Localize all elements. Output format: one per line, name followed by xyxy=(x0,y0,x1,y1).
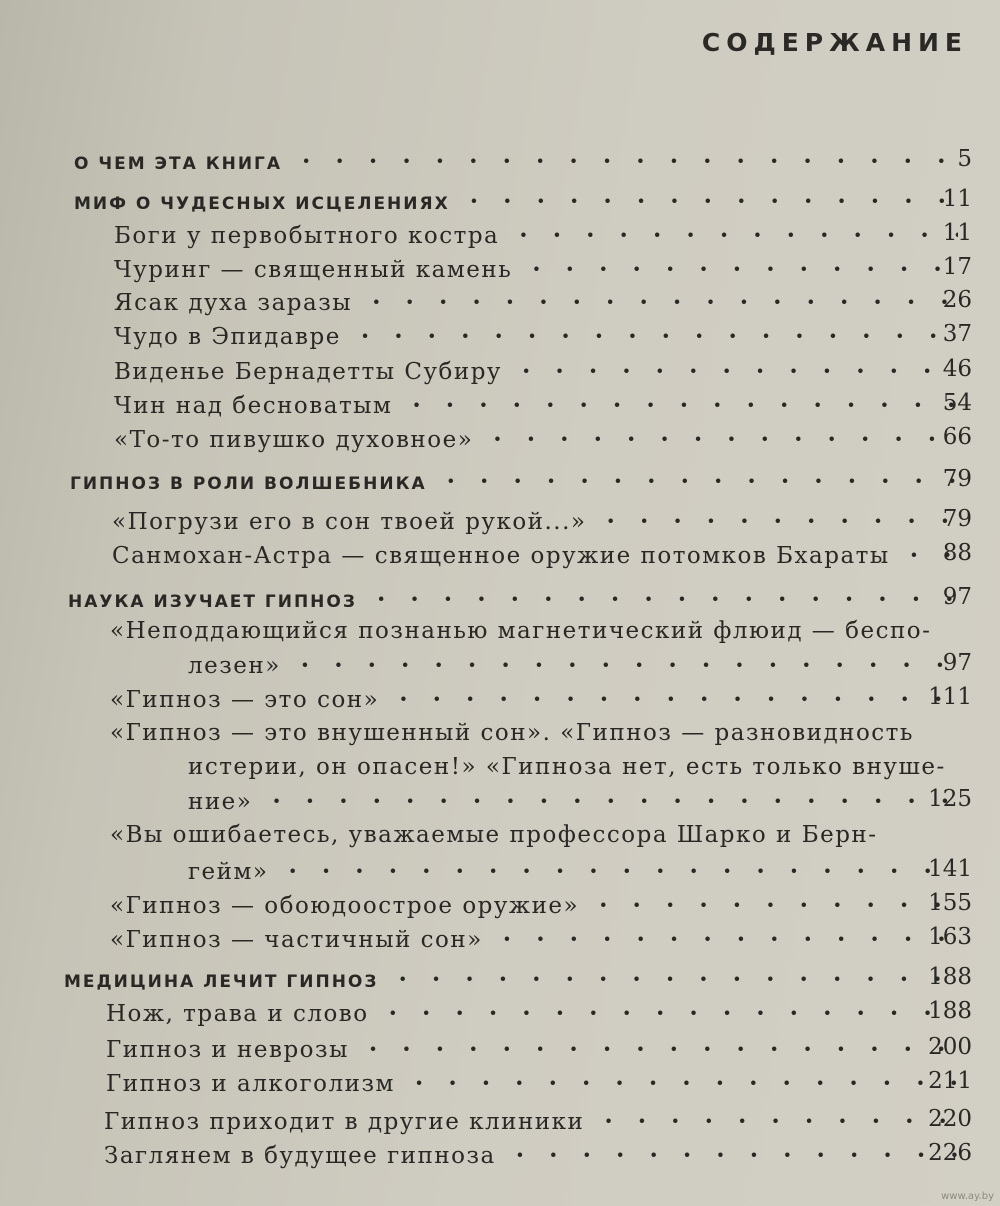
page-number: 11 xyxy=(942,220,972,246)
entry-title: Чудо в Эпидавре xyxy=(114,324,341,350)
leader-dots xyxy=(302,146,958,175)
toc-entry xyxy=(112,540,972,572)
leader-dots xyxy=(470,186,958,215)
entry-title: «Гипноз — частичный сон» xyxy=(110,927,483,953)
leader-dots xyxy=(361,321,958,350)
page-number: 163 xyxy=(928,924,972,950)
toc-entry xyxy=(188,856,972,888)
page-title: СОДЕРЖАНИЕ xyxy=(701,28,968,57)
toc-entry-section xyxy=(70,466,972,498)
page-number: 37 xyxy=(942,321,972,347)
entry-title-line: истерии, он опасен!» «Гипноза нет, есть только внуше- xyxy=(188,754,946,780)
page-number: 211 xyxy=(928,1068,972,1094)
entry-title: МЕДИЦИНА ЛЕЧИТ ГИПНОЗ xyxy=(64,972,379,992)
entry-title-line: «Вы ошибаетесь, уважаемые профессора Шарко и Берн- xyxy=(110,822,878,848)
leader-dots xyxy=(503,924,958,953)
leader-dots xyxy=(493,424,958,453)
toc-entry xyxy=(114,220,972,252)
toc-entry xyxy=(104,1106,972,1138)
leader-dots xyxy=(604,1106,958,1135)
leader-dots xyxy=(415,1068,958,1097)
toc-entry xyxy=(114,356,972,388)
toc-entry xyxy=(104,1140,972,1172)
entry-title: О ЧЕМ ЭТА КНИГА xyxy=(74,154,283,174)
page-number: 188 xyxy=(928,964,972,990)
page-number: 226 xyxy=(928,1140,972,1166)
toc-entry xyxy=(114,321,972,353)
page-number: 111 xyxy=(928,684,972,710)
page-number: 220 xyxy=(928,1106,972,1132)
page-number: 141 xyxy=(928,856,972,882)
page-number: 66 xyxy=(942,424,972,450)
leader-dots xyxy=(519,220,958,249)
toc-entry-section xyxy=(68,584,972,616)
page-number: 188 xyxy=(928,998,972,1024)
entry-title: ГИПНОЗ В РОЛИ ВОЛШЕБНИКА xyxy=(70,474,427,494)
leader-dots xyxy=(447,466,958,495)
entry-title: Гипноз и неврозы xyxy=(106,1037,349,1063)
leader-dots xyxy=(398,964,958,993)
leader-dots xyxy=(272,786,958,815)
toc-entry-section xyxy=(64,964,972,996)
entry-title: Заглянем в будущее гипноза xyxy=(104,1143,496,1169)
page-number: 88 xyxy=(942,540,972,566)
toc-entry xyxy=(110,924,972,956)
leader-dots xyxy=(369,1034,958,1063)
page-number: 11 xyxy=(942,186,972,212)
toc-entry xyxy=(114,287,972,319)
entry-title: «То-то пивушко духовное» xyxy=(114,427,474,453)
toc-entry xyxy=(112,506,972,538)
toc-entry-section xyxy=(74,186,972,218)
entry-title-line: «Неподдающийся познанью магнетический флюид — беспо- xyxy=(110,618,932,644)
toc-entry xyxy=(114,424,972,456)
entry-title: Нож, трава и слово xyxy=(106,1001,369,1027)
leader-dots xyxy=(532,254,958,283)
page-number: 125 xyxy=(928,786,972,812)
toc-entry xyxy=(106,1068,972,1100)
entry-title: МИФ О ЧУДЕСНЫХ ИСЦЕЛЕНИЯХ xyxy=(74,194,450,214)
page-number: 54 xyxy=(942,390,972,416)
leader-dots xyxy=(516,1140,958,1169)
leader-dots xyxy=(412,390,958,419)
page-number: 200 xyxy=(928,1034,972,1060)
toc-entry xyxy=(114,390,972,422)
leader-dots xyxy=(377,584,958,613)
entry-title: Гипноз приходит в другие клиники xyxy=(104,1109,585,1135)
entry-title: Чин над бесноватым xyxy=(114,393,393,419)
leader-dots xyxy=(599,890,958,919)
page-number: 79 xyxy=(942,506,972,532)
entry-title: лезен» xyxy=(188,653,281,679)
leader-dots xyxy=(288,856,958,885)
entry-title: гейм» xyxy=(188,859,269,885)
entry-title: «Гипноз — обоюдоострое оружие» xyxy=(110,893,580,919)
toc-entry xyxy=(114,254,972,286)
toc-entry xyxy=(110,684,972,716)
entry-title: Боги у первобытного костра xyxy=(114,223,500,249)
watermark: www.ay.by xyxy=(941,1191,994,1202)
entry-title: НАУКА ИЗУЧАЕТ ГИПНОЗ xyxy=(68,592,357,612)
page-number: 97 xyxy=(942,584,972,610)
page-number: 17 xyxy=(942,254,972,280)
entry-title: «Гипноз — это сон» xyxy=(110,687,380,713)
toc-entry xyxy=(188,650,972,682)
leader-dots xyxy=(607,506,958,535)
toc-entry xyxy=(110,890,972,922)
page-number: 155 xyxy=(928,890,972,916)
page-number: 97 xyxy=(942,650,972,676)
page-number: 46 xyxy=(942,356,972,382)
page-number: 5 xyxy=(957,146,972,172)
entry-title: Санмохан-Астра — священное оружие потомков Бхараты xyxy=(112,543,890,569)
entry-title: «Погрузи его в сон твоей рукой...» xyxy=(112,509,587,535)
toc-entry xyxy=(188,786,972,818)
page-number: 79 xyxy=(942,466,972,492)
entry-title: Ясак духа заразы xyxy=(114,290,353,316)
leader-dots xyxy=(389,998,958,1027)
page-number: 26 xyxy=(942,287,972,313)
entry-title: Гипноз и алкоголизм xyxy=(106,1071,395,1097)
entry-title: Виденье Бернадетты Субиру xyxy=(114,359,502,385)
leader-dots xyxy=(372,287,958,316)
toc-entry-section xyxy=(74,146,972,178)
toc-entry xyxy=(106,998,972,1030)
toc-entry xyxy=(106,1034,972,1066)
entry-title: Чуринг — священный камень xyxy=(114,257,513,283)
leader-dots xyxy=(301,650,958,679)
leader-dots xyxy=(399,684,958,713)
leader-dots xyxy=(522,356,958,385)
entry-title-line: «Гипноз — это внушенный сон». «Гипноз — разновидность xyxy=(110,720,914,746)
entry-title: ние» xyxy=(188,789,253,815)
